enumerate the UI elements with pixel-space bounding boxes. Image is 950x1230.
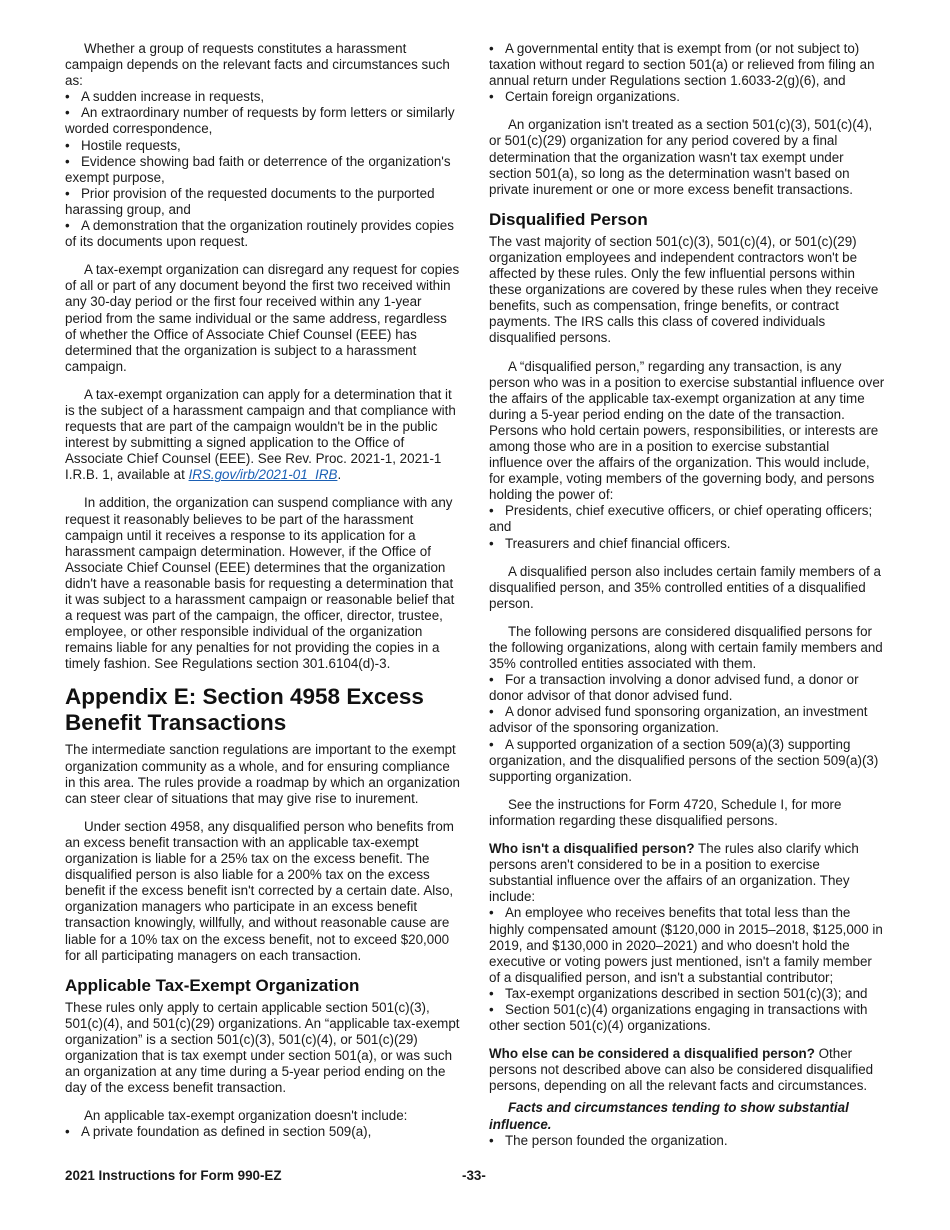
bullet-icon: • bbox=[65, 153, 70, 169]
list-item: • The person founded the organization. bbox=[489, 1132, 728, 1148]
list-item: • Hostile requests, bbox=[65, 137, 181, 153]
bullet-icon: • bbox=[489, 535, 494, 551]
bullet-icon: • bbox=[489, 503, 494, 519]
paragraph: A tax-exempt organization can apply for a determination that it is the subject of a harassment campaign and that compliance with requests that are part of the campaign wouldn't be in the public interest by submitting a signed application to the Office of Associate Chief Counsel (EEE). See Rev. Proc. 2021-1, 2021-1 I.R.B. 1, available at IRS.gov/irb/2021-01_IRB. bbox=[65, 386, 456, 483]
section-heading: Applicable Tax-Exempt Organization bbox=[65, 975, 360, 995]
bullet-icon: • bbox=[489, 736, 494, 752]
bullet-list bbox=[489, 1133, 885, 1149]
paragraph: A tax-exempt organization can disregard any request for copies of all or part of any document beyond the first two received within any 30-day period or the first four received within any 1-year period from the same individual or the same address, regardless of whether the Office of Associate Chief Counsel (EEE) has determined that the organization is subject to a harassment campaign. bbox=[65, 262, 460, 374]
list-item: • An extraordinary number of requests by form letters or similarly worded correspondence, bbox=[65, 105, 455, 137]
bullet-list bbox=[65, 1124, 461, 1140]
bullet-icon: • bbox=[489, 985, 494, 1001]
bullet-list bbox=[65, 89, 461, 250]
list-item: • An employee who receives benefits that total less than the highly compensated amount ($120,000 in 2015–2018, $125,000 in 2019, and $130,000 in 2020–2021) and who doesn't hold the executive or voting powers just mentioned, isn't a family member of a disqualified person, and isn't a substantial contributor; bbox=[489, 905, 883, 985]
bullet-icon: • bbox=[65, 137, 70, 153]
list-item: • A private foundation as defined in section 509(a), bbox=[65, 1124, 372, 1140]
list-item: • Certain foreign organizations. bbox=[489, 89, 680, 105]
bullet-icon: • bbox=[489, 672, 494, 688]
paragraph: The intermediate sanction regulations are important to the exempt organization community as a whole, and for ensuring compliance in this area. The rules provide a roadmap by which an organization can steer clear of situations that may give rise to inurement. bbox=[65, 742, 461, 806]
list-item: • A donor advised fund sponsoring organization, an investment advisor of the sponsoring organization. bbox=[489, 704, 868, 736]
footer-title: 2021 Instructions for Form 990-EZ bbox=[65, 1168, 282, 1183]
paragraph: An organization isn't treated as a section 501(c)(3), 501(c)(4), or 501(c)(29) organization for any period covered by a final determination that the organization wasn't tax exempt under section 501(a), so long as the determination wasn't based on private inurement or one or more excess benefit transactions. bbox=[489, 117, 873, 197]
list-item: • Presidents, chief executive officers, or chief operating officers; and bbox=[489, 503, 873, 535]
list-item: • Prior provision of the requested documents to the purported harassing group, and bbox=[65, 185, 435, 217]
list-item: • Evidence showing bad faith or deterrence of the organization's exempt purpose, bbox=[65, 153, 451, 185]
list-item: • A governmental entity that is exempt from (or not subject to) taxation without regard to section 501(a) or relieved from filing an annual return under Regulations section 1.6033-2(g)(6), and bbox=[489, 41, 875, 89]
right-column bbox=[489, 41, 885, 1149]
paragraph: These rules only apply to certain applicable section 501(c)(3), 501(c)(4), and 501(c)(29) organizations. An “applicable tax-exempt organization” is a section 501(c)(3), 501(c)(4), or 501(c)(29) organization that is tax exempt under section 501(a), or was such an organization at any time during a 5-year period ending on the day of the excess benefit transaction. bbox=[65, 999, 460, 1096]
bullet-icon: • bbox=[489, 905, 494, 921]
paragraph: Who else can be considered a disqualified person? Other persons not described above can also be considered disqualified persons, depending on all the relevant facts and circumstances. bbox=[489, 1046, 874, 1094]
bullet-icon: • bbox=[65, 89, 70, 105]
list-item: • Section 501(c)(4) organizations engaging in transactions with other section 501(c)(4) organizations. bbox=[489, 1001, 868, 1034]
bullet-icon: • bbox=[65, 218, 70, 234]
bullet-icon: • bbox=[489, 704, 494, 720]
subheading: Facts and circumstances tending to show substantial influence. bbox=[489, 1100, 849, 1132]
bullet-icon: • bbox=[65, 1124, 70, 1140]
bullet-icon: • bbox=[489, 41, 494, 56]
run-in-heading: Who isn't a disqualified person? bbox=[489, 841, 695, 857]
left-column bbox=[65, 41, 461, 1140]
paragraph: The following persons are considered disqualified persons for the following organizations, along with certain family members and 35% controlled entities associated with them. bbox=[489, 623, 883, 672]
bullet-list bbox=[489, 672, 885, 785]
bullet-list bbox=[489, 41, 885, 105]
paragraph: Who isn't a disqualified person? The rules also clarify which persons aren't considered to be in a position to exercise substantial influence over the affairs of an organization. They include: bbox=[489, 841, 859, 905]
paragraph: A “disqualified person,” regarding any transaction, is any person who was in a position to exercise substantial influence over the affairs of the applicable tax-exempt organization at any time during a 5-year period ending on the date of the transaction. Persons who hold certain powers, responsibilities, or interests are among those who are in a position to exercise substantial influence over the affairs of the organization. This would include, for example, voting members of the governing body, and persons holding the power of: bbox=[489, 358, 885, 503]
run-in-heading: Who else can be considered a disqualified person? bbox=[489, 1046, 815, 1062]
page-number: -33- bbox=[462, 1168, 486, 1183]
list-item: • For a transaction involving a donor advised fund, a donor or donor advisor of that donor advised fund. bbox=[489, 672, 859, 704]
paragraph: The vast majority of section 501(c)(3), 501(c)(4), or 501(c)(29) organization employees and independent contractors won't be affected by these rules. Only the few influential persons within these organizations are covered by these rules when they receive benefits, such as compensation, fringe benefits, or contract payments. The IRS calls this class of covered individuals disqualified persons. bbox=[489, 233, 879, 346]
bullet-icon: • bbox=[489, 1132, 494, 1148]
bullet-icon: • bbox=[65, 105, 70, 121]
list-item: • Tax-exempt organizations described in section 501(c)(3); and bbox=[489, 985, 868, 1001]
paragraph: An applicable tax-exempt organization doesn't include: bbox=[84, 1108, 408, 1124]
bullet-list bbox=[489, 905, 885, 1034]
bullet-list bbox=[489, 503, 885, 551]
paragraph: A disqualified person also includes certain family members of a disqualified person, and 35% controlled entities of a disqualified person. bbox=[489, 563, 881, 611]
list-item: • Treasurers and chief financial officers. bbox=[489, 535, 731, 551]
section-heading: Disqualified Person bbox=[489, 209, 648, 229]
list-item: • A demonstration that the organization routinely provides copies of its documents upon request. bbox=[65, 218, 454, 250]
irb-link[interactable]: IRS.gov/irb/2021-01_IRB bbox=[188, 467, 338, 483]
bullet-icon: • bbox=[65, 185, 70, 201]
paragraph: Under section 4958, any disqualified person who benefits from an excess benefit transaction with an applicable tax-exempt organization is liable for a 25% tax on the excess benefit. The disqualified person is also liable for a 200% tax on the excess benefit if the excess benefit isn't corrected by a certain date. Also, organization managers who participate in an excess benefit transaction knowingly, willfully, and without reasonable cause are liable for a 10% tax on the excess benefit, not to exceed $20,000 for all participating managers on each transaction. bbox=[65, 818, 454, 963]
paragraph: See the instructions for Form 4720, Schedule I, for more information regarding these disqualified persons. bbox=[489, 796, 842, 828]
bullet-icon: • bbox=[489, 89, 494, 105]
list-item: • A sudden increase in requests, bbox=[65, 89, 265, 105]
paragraph: Whether a group of requests constitutes a harassment campaign depends on the relevant facts and circumstances such as: bbox=[65, 41, 450, 89]
bullet-icon: • bbox=[489, 1001, 494, 1017]
page-footer bbox=[65, 1168, 885, 1183]
appendix-heading: Appendix E: Section 4958 Excess Benefit Transactions bbox=[65, 684, 424, 736]
list-item: • A supported organization of a section 509(a)(3) supporting organization, and the disqualified persons of the section 509(a)(3) supporting organization. bbox=[489, 736, 879, 784]
paragraph: In addition, the organization can suspend compliance with any request it reasonably believes to be part of the harassment campaign until it receives a response to its application for a harassment campaign determination. However, if the Office of Associate Chief Counsel (EEE) determines that the organization didn't have a reasonable basis for requesting a determination that it was subject to a harassment campaign or reasonable belief that a request was part of the campaign, the officer, director, trustee, employee, or other responsible individual of the organization remains liable for any penalties for not providing the copies in a timely fashion. See Regulations section 301.6104(d)-3. bbox=[65, 495, 455, 672]
